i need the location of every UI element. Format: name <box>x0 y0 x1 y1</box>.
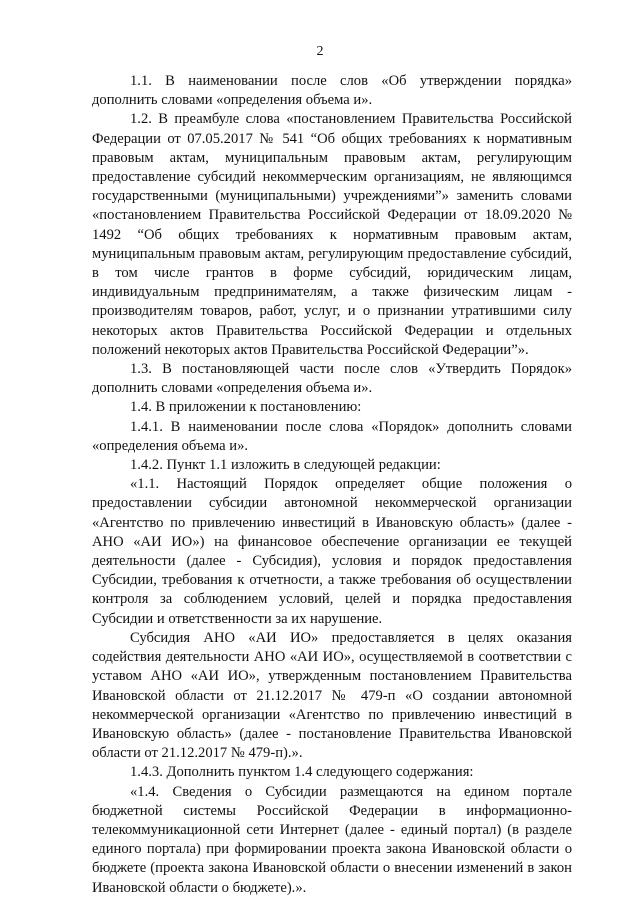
paragraph-1-3: 1.3. В постановляющей части после слов «Утвердить Порядок» дополнить словами «определения объема и». <box>92 361 572 397</box>
paragraph-1-4-3: 1.4.3. Дополнить пунктом 1.4 следующего содержания: <box>130 764 474 781</box>
paragraph-1-4-1: 1.4.1. В наименовании после слова «Порядок» дополнить словами «определения объема и». <box>92 418 572 454</box>
paragraph-1-2: 1.2. В преамбуле слова «постановлением Правительства Российской Федерации от 07.05.2017 № 541 “Об общих требованиях к нормативным правовым актам, муниципальным правовым актам, регулирующим предоставление субсидий некоммерческим организациям, не являющимся государственными (муниципальными) учреждениями”» заменить словами «постановлением Правительства Российской Федерации от 18.09.2020 № 1492 “Об общих требованиях к нормативным правовым актам, муниципальным правовым актам, регулирующим предоставление субсидий, в том числе грантов в форме субсидий, юридическим лицам, индивидуальным предпринимателям, а также физическим лицам - производителям товаров, работ, услуг, и о признании утратившими силу некоторых актов Правительства Российской Федерации и отдельных положений некоторых актов Правительства Российской Федерации”». <box>92 111 572 358</box>
quoted-clause-1-4: «1.4. Сведения о Субсидии размещаются на едином портале бюджетной системы Российской Федерации в информационно-телекоммуникационной сети Интернет (далее - единый портал) (в разделе единого портала) при формировании проекта закона Ивановской области о бюджете (проекта закона Ивановской области о внесении изменений в закон Ивановской области о бюджете).». <box>92 783 572 896</box>
quoted-clause-1-1: «1.1. Настоящий Порядок определяет общие положения о предоставлении субсидии автономной некоммерческой организации «Агентство по привлечению инвестиций в Ивановскую область» (далее - АНО «АИ ИО») на финансовое обеспечение организации ее текущей деятельности (далее - Субсидия), условия и порядок предоставления Субсидии, требования к отчетности, а также требования об осуществлении контроля за соблюдением условий, целей и порядка предоставления Субсидии и ответственности за их нарушение. <box>92 476 572 627</box>
document-body <box>92 72 572 898</box>
paragraph-1-4-2: 1.4.2. Пункт 1.1 изложить в следующей редакции: <box>130 457 441 474</box>
paragraph-1-1: 1.1. В наименовании после слов «Об утверждении порядка» дополнить словами «определения объема и». <box>92 73 572 109</box>
subsidy-purpose-paragraph: Субсидия АНО «АИ ИО» предоставляется в целях оказания содействия деятельности АНО «АИ ИО», осуществляемой в соответствии с уставом АНО «АИ ИО», утвержденным постановлением Правительства Ивановской области от 21.12.2017 № 479-п «О создании автономной некоммерческой организации «Агентство по привлечению инвестиций в Ивановскую область» (далее - постановление Правительства Ивановской области от 21.12.2017 № 479-п).». <box>92 629 572 762</box>
page-number: 2 <box>316 44 324 59</box>
paragraph-1-4: 1.4. В приложении к постановлению: <box>130 399 362 416</box>
